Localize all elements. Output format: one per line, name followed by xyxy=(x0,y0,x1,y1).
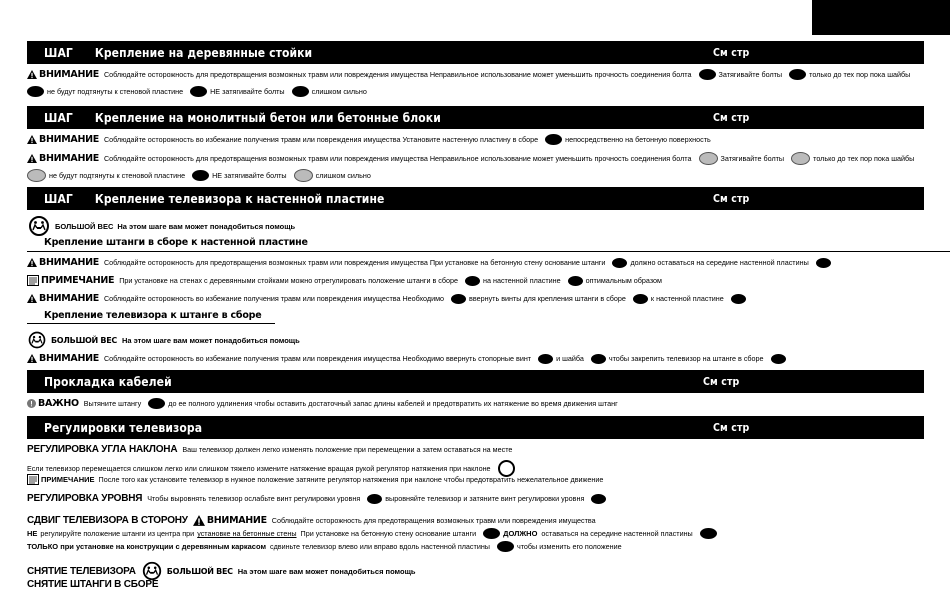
warning-text: не будут подтянуты к стеновой пластине xyxy=(49,171,186,180)
note-text: на настенной пластине xyxy=(483,276,561,285)
heavy-text: На этом шаге вам может понадобиться помощь xyxy=(121,335,300,345)
warning-line xyxy=(27,86,927,97)
heavy-label: БОЛЬШОЙ ВЕС xyxy=(166,566,233,576)
warning-text: Соблюдайте осторожность для предотвращения возможных травм или повреждения имущества Неправильное использование может уменьшить прочность соединения болта xyxy=(103,70,692,79)
note-text: оптимальным образом xyxy=(585,276,662,285)
note-line xyxy=(27,474,927,485)
callout-oval-icon xyxy=(190,86,207,97)
warning-triangle-icon xyxy=(27,70,37,79)
warning-text: Соблюдайте осторожность для предотвращения возможных травм или повреждения имущества При установке на бетонную стену основание штанги xyxy=(103,258,606,267)
warning-label: ВНИМАНИЕ xyxy=(39,257,99,268)
important-label: ВАЖНО xyxy=(38,398,79,409)
note-text: При установке на стенах с деревянными стойками можно отрегулировать положение штанги в сборе xyxy=(119,276,459,285)
callout-oval-icon xyxy=(148,398,165,409)
callout-oval-icon xyxy=(27,169,46,182)
section-header-concrete xyxy=(27,106,924,129)
must-label: ДОЛЖНО xyxy=(503,529,538,538)
warning-text: только до тех пор пока шайбы xyxy=(809,70,911,79)
remove-arm-line xyxy=(27,579,927,590)
subheading-tv-to-arm: Крепление телевизора к штанге в сборе xyxy=(44,310,262,321)
tilt-label: РЕГУЛИРОВКА УГЛА НАКЛОНА xyxy=(27,444,178,455)
shift-text: установке на бетонные стены xyxy=(197,529,297,538)
callout-oval-icon xyxy=(771,354,786,364)
warning-line xyxy=(27,353,927,364)
callout-oval-icon xyxy=(591,494,606,504)
warning-text: чтобы закрепить телевизор на штанге в сборе xyxy=(608,354,764,363)
callout-oval-icon xyxy=(633,294,648,304)
remove-line xyxy=(27,561,927,581)
shift-text: При установке на бетонную стену основание штанги xyxy=(300,529,477,538)
step-label: ШАГ xyxy=(44,110,73,125)
warning-text: непосредственно на бетонную поверхность xyxy=(565,135,711,144)
warning-label: ВНИМАНИЕ xyxy=(39,293,99,304)
warning-text: Затягивайте болты xyxy=(720,154,785,163)
callout-oval-icon xyxy=(497,541,514,552)
page-ref: См стр xyxy=(703,375,740,388)
callout-oval-icon xyxy=(816,258,831,268)
heavy-text: На этом шаге вам может понадобиться помощь xyxy=(237,566,416,576)
shift-text: регулируйте положение штанги из центра при xyxy=(40,529,195,538)
warning-line xyxy=(27,293,927,304)
tilt-text: Ваш телевизор должен легко изменять положение при перемещении а затем оставаться на месте xyxy=(182,445,513,454)
heavy-label: БОЛЬШОЙ ВЕС xyxy=(51,335,117,345)
section-header-cables xyxy=(27,370,924,393)
page-ref: См стр xyxy=(713,111,750,124)
callout-oval-icon xyxy=(465,276,480,286)
callout-oval-icon xyxy=(294,169,313,182)
tilt-text: Если телевизор перемещается слишком легко или слишком тяжело измените натяжение вращая рукой регулятор натяжения при наклоне xyxy=(27,464,491,473)
page-ref: См стр xyxy=(713,46,750,59)
page-ref: См стр xyxy=(713,192,750,205)
note-label: ПРИМЕЧАНИЕ xyxy=(41,275,115,286)
callout-oval-icon xyxy=(27,86,44,97)
warning-triangle-icon xyxy=(27,354,37,363)
two-person-lift-icon xyxy=(27,216,51,236)
warning-text: НЕ затягивайте болты xyxy=(212,171,287,180)
section-header-wood-studs xyxy=(27,41,924,64)
shift-label: СДВИГ ТЕЛЕВИЗОРА В СТОРОНУ xyxy=(27,515,188,526)
callout-oval-icon xyxy=(192,170,209,181)
callout-oval-icon xyxy=(451,294,466,304)
section-title: Крепление на деревянные стойки xyxy=(94,45,313,60)
warning-triangle-icon xyxy=(27,258,37,267)
section-header-adjustments xyxy=(27,416,924,439)
warning-text: Затягивайте болты xyxy=(718,70,783,79)
divider xyxy=(27,323,275,324)
callout-oval-icon xyxy=(612,258,627,268)
warning-label: ВНИМАНИЕ xyxy=(39,134,99,145)
level-line xyxy=(27,493,927,504)
callout-oval-icon xyxy=(699,152,718,165)
level-label: РЕГУЛИРОВКА УРОВНЯ xyxy=(27,493,143,504)
callout-oval-icon xyxy=(731,294,746,304)
warning-text: ввернуть винты для крепления штанги в сборе xyxy=(469,294,626,303)
callout-oval-icon xyxy=(568,276,583,286)
step-label: ШАГ xyxy=(44,45,73,60)
warning-triangle-icon xyxy=(27,154,37,163)
section-title: Крепление на монолитный бетон или бетонные блоки xyxy=(94,110,441,125)
note-icon xyxy=(27,275,39,286)
warning-triangle-icon xyxy=(193,515,205,526)
section-title: Прокладка кабелей xyxy=(44,374,172,389)
corner-tab xyxy=(812,0,950,35)
warning-text: Соблюдайте осторожность для предотвращения возможных травм или повреждения имущества Неправильное использование может уменьшить прочность соединения болта xyxy=(103,154,692,163)
callout-oval-icon xyxy=(699,69,716,80)
ne-label: НЕ xyxy=(27,529,38,538)
warning-text: должно оставаться на середине настенной пластины xyxy=(630,258,809,267)
heavy-label: БОЛЬШОЙ ВЕС xyxy=(55,221,114,231)
shift-line xyxy=(27,528,927,539)
only-label: ТОЛЬКО при установке на конструкции с деревянным каркасом xyxy=(27,542,267,551)
warning-text: Соблюдайте осторожность во избежание получения травм или повреждения имущества Установите настенную пластину в сборе xyxy=(103,135,539,144)
note-text: После того как установите телевизор в нужное положение затяните регулятор натяжения при наклоне чтобы предотвратить нежелательное движение xyxy=(98,475,604,484)
important-text: до ее полного удлинения чтобы оставить достаточный запас длины кабелей и предотвратить их натяжение во время движения штанг xyxy=(168,399,618,408)
warning-label: ВНИМАНИЕ xyxy=(39,353,99,364)
callout-oval-icon xyxy=(591,354,606,364)
tilt-line xyxy=(27,444,927,455)
warning-text: Соблюдайте осторожность во избежание получения травм или повреждения имущества Необходимо ввернуть стопорные винт xyxy=(103,354,532,363)
level-text: Чтобы выровнять телевизор ослабьте винт регулировки уровня xyxy=(147,494,361,503)
two-person-lift-icon xyxy=(141,561,163,581)
warning-text: НЕ затягивайте болты xyxy=(210,87,285,96)
remove-arm-label: СНЯТИЕ ШТАНГИ В СБОРЕ xyxy=(27,579,159,590)
shift-text: сдвиньте телевизор влево или вправо вдоль настенной пластины xyxy=(270,542,490,551)
important-line xyxy=(27,398,927,409)
heavy-weight-line xyxy=(27,216,927,236)
warning-line xyxy=(27,257,927,268)
callout-oval-icon xyxy=(789,69,806,80)
callout-oval-icon xyxy=(791,152,810,165)
section-title: Крепление телевизора к настенной пластине xyxy=(94,191,385,206)
warning-line xyxy=(27,134,927,145)
warning-line xyxy=(27,69,927,80)
warning-label: ВНИМАНИЕ xyxy=(206,515,267,526)
callout-oval-icon xyxy=(292,86,309,97)
warning-text: к настенной пластине xyxy=(650,294,724,303)
heavy-text: На этом шаге вам может понадобиться помощь xyxy=(117,221,296,231)
page-ref: См стр xyxy=(713,421,750,434)
warning-text: не будут подтянуты к стеновой пластине xyxy=(47,87,184,96)
shift-text: оставаться на середине настенной пластины xyxy=(541,529,693,538)
section-header-tv-to-plate xyxy=(27,187,924,210)
note-icon xyxy=(27,474,39,485)
callout-oval-icon xyxy=(538,354,553,364)
warning-triangle-icon xyxy=(27,135,37,144)
warning-text: Соблюдайте осторожность для предотвращения возможных травм или повреждения имущества xyxy=(271,516,596,525)
shift-line xyxy=(27,515,927,526)
divider xyxy=(27,251,950,252)
warning-label: ВНИМАНИЕ xyxy=(39,153,99,164)
note-label: ПРИМЕЧАНИЕ xyxy=(41,475,95,484)
warning-text: Соблюдайте осторожность во избежание получения травм или повреждения имущества Необходимо xyxy=(103,294,445,303)
info-icon xyxy=(27,399,36,408)
subheading-arm-to-plate: Крепление штанги в сборе к настенной пластине xyxy=(44,237,308,248)
warning-label: ВНИМАНИЕ xyxy=(39,69,99,80)
callout-oval-icon xyxy=(367,494,382,504)
callout-oval-icon xyxy=(700,528,717,539)
step-label: ШАГ xyxy=(44,191,73,206)
warning-text: слишком сильно xyxy=(315,171,371,180)
warning-line xyxy=(27,169,927,182)
level-text: выровняйте телевизор и затяните винт регулировки уровня xyxy=(385,494,585,503)
callout-oval-icon xyxy=(483,528,500,539)
warning-text: слишком сильно xyxy=(311,87,367,96)
warning-line xyxy=(27,152,927,165)
warning-text: и шайба xyxy=(556,354,584,363)
two-person-lift-icon xyxy=(27,331,47,349)
section-title: Регулировки телевизора xyxy=(44,420,203,435)
warning-text: только до тех пор пока шайбы xyxy=(813,154,915,163)
remove-tv-label: СНЯТИЕ ТЕЛЕВИЗОРА xyxy=(27,565,136,577)
callout-oval-icon xyxy=(545,134,562,145)
shift-line xyxy=(27,541,927,552)
shift-text: чтобы изменить его положение xyxy=(516,542,622,551)
warning-triangle-icon xyxy=(27,294,37,303)
note-line xyxy=(27,275,927,286)
heavy-weight-line xyxy=(27,331,927,349)
important-text: Вытяните штангу xyxy=(83,399,142,408)
